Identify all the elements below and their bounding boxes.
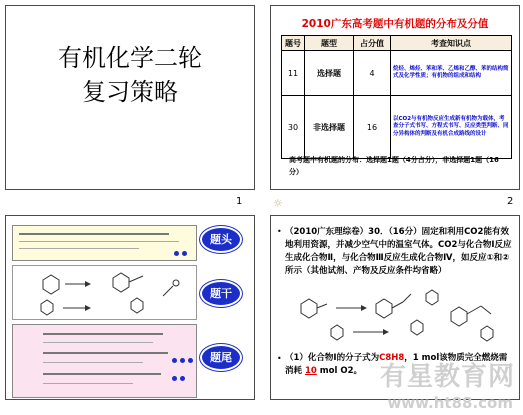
table-cell: 30 xyxy=(282,96,305,159)
text-line xyxy=(43,373,161,375)
bullet-icon: • xyxy=(277,354,282,363)
text-line xyxy=(43,362,143,363)
question-stem-panel xyxy=(12,225,197,261)
table-cell: 11 xyxy=(282,51,305,96)
question-head-tag: 题头 xyxy=(200,226,242,253)
watermark-url: www.ht88.com xyxy=(387,394,513,412)
slide-number: 1 xyxy=(236,196,243,207)
column-header: 题型 xyxy=(305,36,354,51)
reaction-scheme xyxy=(291,284,506,346)
column-header: 题号 xyxy=(282,36,305,51)
dot-connector xyxy=(172,348,196,367)
text-line xyxy=(43,342,153,343)
table-cell: 16 xyxy=(354,96,391,159)
slide-3[interactable] xyxy=(5,215,255,400)
reaction-diagram-panel xyxy=(12,265,197,320)
table-cell: 选择题 xyxy=(305,51,354,96)
dot-connector xyxy=(172,366,188,385)
question-tail-tag: 题尾 xyxy=(200,344,242,371)
text-line xyxy=(19,248,139,249)
table-cell: 非选择题 xyxy=(305,96,354,159)
slide-1[interactable] xyxy=(5,5,255,190)
column-header: 考查知识点 xyxy=(391,36,512,51)
slide-2[interactable] xyxy=(270,5,520,190)
question-tail-panel xyxy=(12,324,197,398)
table-cell: 4 xyxy=(354,51,391,96)
table-row xyxy=(282,51,512,96)
answer-value: 10 xyxy=(304,366,317,376)
sub-question-prefix: （1）化合物Ⅰ的分子式为 xyxy=(285,353,380,363)
slide-heading: 2010广东高考题中有机题的分布及分值 xyxy=(301,18,489,30)
reaction-diagram xyxy=(13,266,196,319)
slide-title: 有机化学二轮 复习策略 xyxy=(58,44,202,106)
dot-connector xyxy=(174,241,190,260)
text-line xyxy=(43,333,163,335)
question-text: （2010广东理综卷）30．（16分）固定和利用CO2能有效地利用资源，并减少空气中的温室气体。CO2与化合物Ⅰ反应生成化合物Ⅱ，与化合物Ⅲ反应生成化合物Ⅳ，如反应①和②所示（其他试剂、产物及反应条件均省略） xyxy=(285,227,512,276)
text-line xyxy=(43,352,168,354)
slide-note: 高考题中有机题的分布：选择题1题（4分占分），非选择题1题（16分） xyxy=(289,156,499,176)
score-table xyxy=(281,35,512,159)
answer-formula: C8H8 xyxy=(379,353,405,363)
sub-question-suffix: mol O2。 xyxy=(319,366,363,376)
question-body-tag: 题干 xyxy=(200,280,242,307)
sun-icon: ☼ xyxy=(273,197,283,210)
table-header-row xyxy=(282,36,512,51)
bullet-icon: • xyxy=(277,227,282,236)
table-cell: 以CO2与有机物反应生成新有机物为载体，考查分子式书写、方程式书写、反应类型判断、同分异构体的判断及有机合成路线的设计 xyxy=(391,96,512,159)
slide-number: 2 xyxy=(507,196,514,207)
column-header: 占分值 xyxy=(354,36,391,51)
text-line xyxy=(19,233,169,235)
sub-question-middle: ，1 mol该物质完全燃烧需消耗 xyxy=(285,353,508,376)
text-line xyxy=(19,241,179,242)
text-line xyxy=(43,383,133,384)
table-cell: 烷烃、烯烃、苯和苯、乙烯和乙醇、苯的结构简式及化学性质；有机物的组成和结构 xyxy=(391,51,512,96)
table-row xyxy=(282,96,512,159)
watermark-brand: 有星教育网 xyxy=(379,362,515,392)
